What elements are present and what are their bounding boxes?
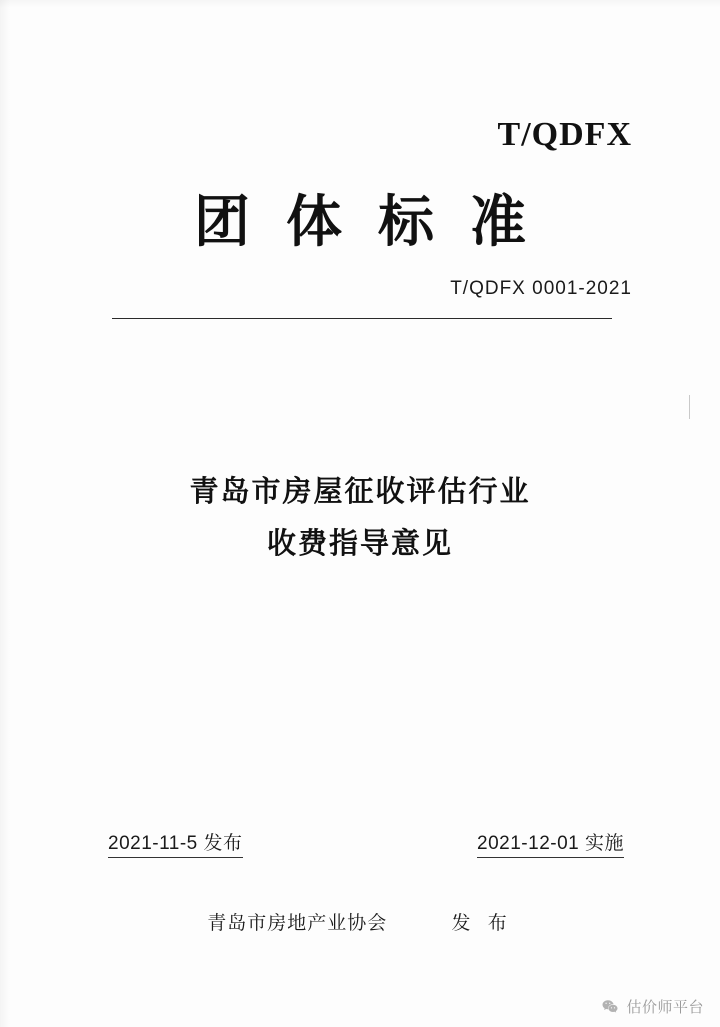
standard-number: T/QDFX 0001-2021 — [450, 278, 632, 299]
date-row — [108, 828, 624, 858]
page-title-line-2: 收费指导意见 — [266, 528, 453, 560]
scan-artifact-tick — [689, 395, 690, 419]
standard-code: T/QDFX — [497, 116, 632, 153]
wechat-icon — [601, 998, 619, 1016]
page-title — [0, 466, 720, 570]
standard-type-heading: 团体标准 — [194, 190, 562, 253]
wechat-account-name: 估价师平台 — [626, 999, 704, 1016]
page-edge-shadow-top — [0, 0, 720, 8]
publisher-row — [0, 908, 720, 935]
issue-date: 2021-11-5 发布 — [108, 828, 243, 858]
wechat-account-badge — [601, 996, 704, 1017]
effective-date: 2021-12-01 实施 — [477, 828, 624, 858]
page-title-line-1: 青岛市房屋征收评估行业 — [189, 476, 531, 508]
publisher-name: 青岛市房地产业协会 — [207, 913, 388, 934]
issuer-label: 发 布 — [451, 913, 513, 934]
header-divider-rule — [112, 318, 612, 319]
